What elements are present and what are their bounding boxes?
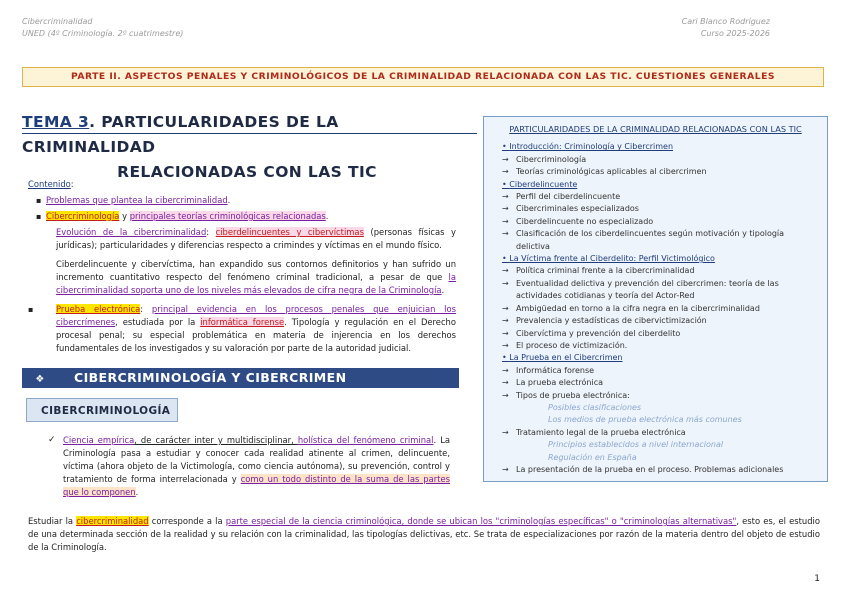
arrow-right-icon: → [502, 266, 509, 276]
contents-block [28, 178, 456, 355]
topic-number: TEMA 3 [22, 113, 90, 131]
arrow-right-icon: → [502, 204, 509, 214]
toc-item [492, 179, 819, 191]
toc-item-label: La prueba electrónica [516, 378, 603, 388]
list-item [36, 210, 456, 223]
evidence-text: , estudiada por la [115, 317, 201, 327]
toc-item-label: Los medios de prueba electrónica más comunes [548, 415, 742, 425]
toc-item-label: La presentación de la prueba en el proceso. Problemas adicionales [516, 464, 784, 474]
contents-list [36, 194, 456, 223]
bullet-theories-end: . [325, 211, 329, 221]
offender-paragraph [56, 258, 456, 297]
title-line2: RELACIONADAS CON LAS TIC [117, 163, 377, 181]
toc-item-label: Tratamiento legal de la prueba electrónica [516, 427, 686, 437]
cybercriminality-term: cibercriminalidad [76, 516, 149, 526]
part-banner: PARTE II. ASPECTOS PENALES Y CRIMINOLÓGICOS DE LA CRIMINALIDAD RELACIONADA CON LAS TIC. CUESTIONES GENERALES [22, 67, 824, 87]
toc-item [492, 352, 819, 364]
diamond-icon: ❖ [35, 374, 45, 385]
toc-item-label: Política criminal frente a la cibercriminalidad [516, 266, 695, 276]
toc-item-label: Ciberdelincuente [509, 179, 578, 189]
arrow-right-icon: → [502, 378, 509, 388]
toc-item-label: Eventualidad delictiva y prevención del cibercrimen: teoría de las actividades cotidianas y teoría del Actor-Red [516, 278, 779, 301]
check-paragraph [48, 434, 450, 499]
arrow-right-icon: → [502, 427, 509, 437]
toc-item [492, 216, 819, 228]
arrow-right-icon: → [502, 303, 509, 313]
list-item [28, 303, 456, 355]
toc-item [492, 141, 819, 153]
toc-item [492, 166, 819, 178]
bullet-theories: principales teorías criminológicas relacionadas [129, 211, 326, 221]
electronic-evidence-term: Prueba electrónica [56, 304, 141, 314]
arrow-right-icon: → [502, 216, 509, 226]
toc-item-label: Tipos de prueba electrónica: [516, 390, 630, 400]
bullet-problems-end: . [227, 195, 231, 205]
title-line1: . PARTICULARIDADES DE LA CRIMINALIDAD [22, 113, 339, 156]
toc-item [492, 377, 819, 389]
page-title [22, 110, 472, 185]
toc-item [492, 265, 819, 277]
arrow-right-icon: → [502, 167, 509, 177]
toc-item-label: Perfil del ciberdelincuente [516, 192, 621, 202]
contents-colon: : [70, 179, 74, 189]
arrow-right-icon: → [502, 278, 509, 288]
arrow-right-icon: → [502, 365, 509, 375]
section-header [22, 368, 459, 388]
toc-item [492, 328, 819, 340]
header-right [682, 16, 770, 40]
toc-item [492, 402, 819, 414]
check-end: . [135, 487, 139, 497]
holistic-term: holística del fenómeno criminal [297, 435, 434, 445]
list-item [36, 194, 456, 207]
toc-item [492, 228, 819, 253]
check-text-b: . La Criminología pasa a estudiar y conocer cada realidad atinente al crimen, delincuente, víctima (ahora objeto de la Victimología, como ciencia autónoma), su prevención, control y tratamiento de forma interrelacionada y [63, 435, 451, 484]
evidence-colon: : [140, 304, 152, 314]
evolution-paragraph [56, 226, 456, 252]
arrow-right-icon: → [502, 390, 509, 400]
section-title: CIBERCRIMINOLOGÍA Y CIBERCRIMEN [74, 370, 347, 385]
contents-label: Contenido [28, 179, 71, 189]
toc-item [492, 278, 819, 303]
offender-end: . [441, 285, 445, 295]
toc-item-label: Cibercriminales especializados [516, 204, 639, 214]
toc-item [492, 303, 819, 315]
toc-item [492, 315, 819, 327]
arrow-right-icon: → [502, 192, 509, 202]
bottom-text-b: corresponde a la [148, 516, 226, 526]
arrow-right-icon: → [502, 154, 509, 164]
empirical-science-term: Ciencia empírica [63, 435, 135, 445]
arrow-right-icon: → [502, 340, 509, 350]
checkmark-icon: ✓ [48, 435, 56, 445]
toc-item [492, 464, 819, 476]
toc-item-label: Posibles clasificaciones [548, 402, 642, 412]
toc-item [492, 203, 819, 215]
arrow-right-icon: → [502, 316, 509, 326]
evidence-definition: principal evidencia en los procesos penales que enjuician los cibercrímenes [56, 304, 456, 327]
offenders-victims-term: ciberdelincuentes y cibervíctimas [215, 227, 364, 237]
toc-list [492, 141, 819, 476]
toc-item-label: Clasificación de los ciberdelincuentes según motivación y tipología delictiva [516, 229, 785, 251]
bottom-text-c: , esto es, el estudio de una determinada sección de la realidad y su relación con la criminalidad, las tipologías delictivas, etc. Se trata de especializaciones por razón de la materia dentro del objeto de estudio de la Criminología. [28, 516, 821, 552]
page-number: 1 [814, 574, 820, 584]
toc-box [483, 116, 828, 482]
toc-item-label: La Prueba en el Cibercrimen [509, 353, 623, 363]
check-text-a: , de carácter inter y multidisciplinar, [134, 435, 298, 445]
evolution-text: (personas físicas y jurídicas); particularidades y diferencias respecto a crimindes y víctimas en el mundo físico. [56, 227, 457, 250]
toc-item-label: Teorías criminológicas aplicables al cibercrimen [516, 167, 707, 177]
subsection-title: CIBERCRIMINOLOGÍA [26, 398, 178, 422]
toc-item [492, 365, 819, 377]
toc-item [492, 452, 819, 464]
toc-item [492, 340, 819, 352]
toc-item-label: Ambigüedad en torno a la cifra negra en la cibercriminalidad [516, 303, 760, 313]
toc-title: PARTICULARIDADES DE LA CRIMINALIDAD RELACIONADAS CON LAS TIC [509, 124, 802, 134]
course-year: Curso 2025-2026 [700, 29, 770, 38]
toc-item [492, 390, 819, 402]
forensics-term: informática forense [200, 317, 285, 327]
toc-item-label: Ciberdelincuente no especializado [516, 216, 654, 226]
arrow-right-icon: → [502, 328, 509, 338]
toc-item [492, 439, 819, 451]
bullet-problems: Problemas que plantea la cibercriminalidad [46, 195, 228, 205]
toc-item [492, 154, 819, 166]
course-name: Cibercriminalidad [22, 17, 93, 26]
bullet-and: y [119, 211, 130, 221]
evidence-rest: . Tipología y regulación en el Derecho procesal penal; su especial problemática en materia de injerencia en los derechos fundamentales de los investigados y su valoración por parte de la autoridad judicial. [56, 317, 456, 353]
arrow-right-icon: → [502, 229, 509, 239]
arrow-right-icon: → [502, 464, 509, 474]
toc-item [492, 191, 819, 203]
evolution-colon: : [206, 227, 216, 237]
toc-item [492, 253, 819, 265]
toc-item-label: Prevalencia y estadísticas de cibervictimización [516, 316, 707, 326]
header-left [22, 16, 183, 40]
special-part-term: parte especial de la ciencia criminológica, donde se ubican los "criminologías específicas" o "criminologías alternativas" [225, 516, 737, 526]
author-name: Cari Blanco Rodríguez [681, 17, 770, 26]
toc-item-label: La Víctima frente al Ciberdelito: Perfil Victimológico [509, 254, 715, 264]
toc-item-label: Informática forense [516, 365, 595, 375]
bullet-cybercriminology: Cibercriminología [46, 211, 120, 221]
toc-item-label: Introducción: Criminología y Cibercrimen [509, 142, 674, 152]
offender-text: Ciberdelincuente y cibervíctima, han expandido sus contornos definitorios y han sufrido un incremento cuantitativo respecto del fenómeno criminal tradicional, a pesar de que [56, 259, 456, 282]
evolution-term: Evolución de la cibercriminalidad [56, 227, 207, 237]
bottom-paragraph [28, 515, 820, 554]
toc-item-label: Cibervíctima y prevención del ciberdelito [516, 328, 681, 338]
contents-list-2 [28, 303, 456, 355]
toc-item-label: Principios establecidos a nivel internacional [548, 440, 724, 450]
toc-item-label: Regulación en España [548, 452, 637, 462]
dark-figure-term: la cibercriminalidad soporta uno de los niveles más elevados de cifra negra de la Criminología [56, 272, 456, 295]
title-divider [22, 133, 477, 134]
course-details: UNED (4º Criminología. 2º cuatrimestre) [22, 29, 184, 38]
toc-item-label: Cibercriminología [516, 154, 587, 164]
whole-term: como un todo distinto de la suma de las partes que lo componen [63, 474, 450, 497]
toc-item [492, 414, 819, 426]
toc-item-label: El proceso de victimización. [516, 340, 628, 350]
toc-item [492, 427, 819, 439]
bottom-text-a: Estudiar la [28, 516, 77, 526]
